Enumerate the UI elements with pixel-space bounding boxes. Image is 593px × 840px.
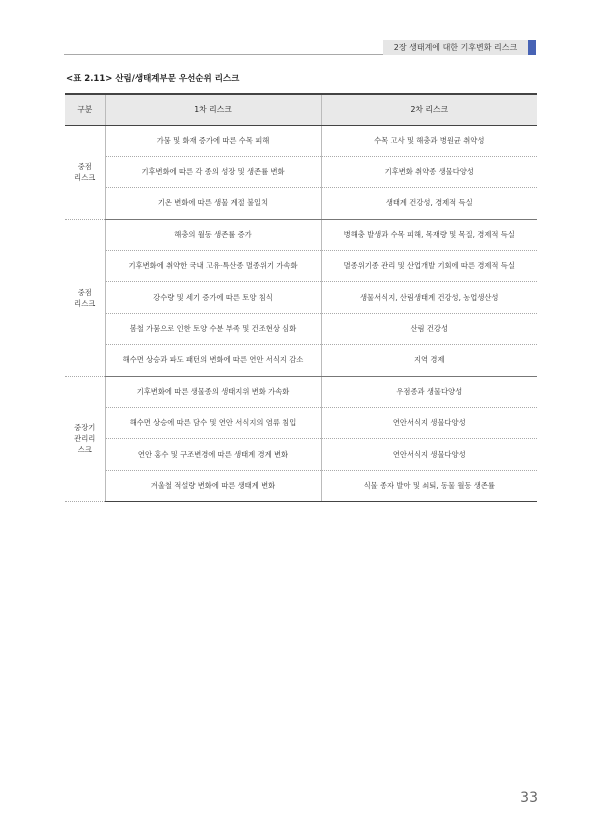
primary-risk-cell: 기온 변화에 따른 생물 계절 불일치 [105,188,321,219]
table-header-row [65,94,537,125]
secondary-risk-cell: 생물서식지, 산림생태계 건강성, 농업생산성 [321,282,537,313]
table-row [65,408,537,439]
primary-risk-cell: 해수면 상승과 파도 패턴의 변화에 따른 연안 서식지 감소 [105,345,321,376]
category-cell: 중점 리스크 [65,125,105,219]
table-title: <표 2.11> 산림/생태계부문 우선순위 리스크 [66,74,240,84]
table-row [65,439,537,470]
table-row [65,219,537,250]
column-header-secondary-risk: 2차 리스크 [321,94,537,125]
secondary-risk-cell: 병해충 발생과 수목 피해, 목재량 및 목질, 경제적 득실 [321,219,537,250]
primary-risk-cell: 해수면 상승에 따른 담수 및 연안 서식지의 염류 침입 [105,408,321,439]
table-row [65,313,537,344]
secondary-risk-cell: 지역 경제 [321,345,537,376]
chapter-header-label: 2장 생태계에 대한 기후변화 리스크 [383,40,528,55]
risk-table [65,93,537,502]
category-cell: 중장기 관리리 스크 [65,376,105,502]
header-accent-block [528,40,536,55]
category-cell: 중점 리스크 [65,219,105,376]
secondary-risk-cell: 연안서식지 생물다양성 [321,439,537,470]
secondary-risk-cell: 연안서식지 생물다양성 [321,408,537,439]
table-row [65,345,537,376]
table-row [65,470,537,501]
table-row [65,376,537,407]
column-header-primary-risk: 1차 리스크 [105,94,321,125]
primary-risk-cell: 기후변화에 따른 각 종의 성장 및 생존률 변화 [105,156,321,187]
primary-risk-cell: 가뭄 및 화재 증가에 따른 수목 피해 [105,125,321,156]
primary-risk-cell: 기후변화에 따른 생물종의 생태지위 변화 가속화 [105,376,321,407]
secondary-risk-cell: 산림 건강성 [321,313,537,344]
secondary-risk-cell: 식물 종자 발아 및 쇠퇴, 동물 월동 생존률 [321,470,537,501]
table-row [65,251,537,282]
table-row [65,125,537,156]
secondary-risk-cell: 멸종위기종 관리 및 산업개발 기회에 따른 경제적 득실 [321,251,537,282]
primary-risk-cell: 해충의 월동 생존률 증가 [105,219,321,250]
column-header-category: 구분 [65,94,105,125]
page-number: 33 [520,790,538,806]
table-row [65,188,537,219]
secondary-risk-cell: 우점종과 생물다양성 [321,376,537,407]
secondary-risk-cell: 기후변화 취약종 생물다양성 [321,156,537,187]
secondary-risk-cell: 생태계 건강성, 경제적 득실 [321,188,537,219]
primary-risk-cell: 강수량 및 세기 증가에 따른 토양 침식 [105,282,321,313]
primary-risk-cell: 봄철 가뭄으로 인한 토양 수분 부족 및 건조현상 심화 [105,313,321,344]
primary-risk-cell: 겨울철 적설량 변화에 따른 생태계 변화 [105,470,321,501]
table-row [65,156,537,187]
primary-risk-cell: 기후변화에 취약한 국내 고유·특산종 멸종위기 가속화 [105,251,321,282]
secondary-risk-cell: 수목 고사 및 해충과 병원균 취약성 [321,125,537,156]
table-row [65,282,537,313]
primary-risk-cell: 연안 홍수 및 구조변경에 따른 생태계 경계 변화 [105,439,321,470]
